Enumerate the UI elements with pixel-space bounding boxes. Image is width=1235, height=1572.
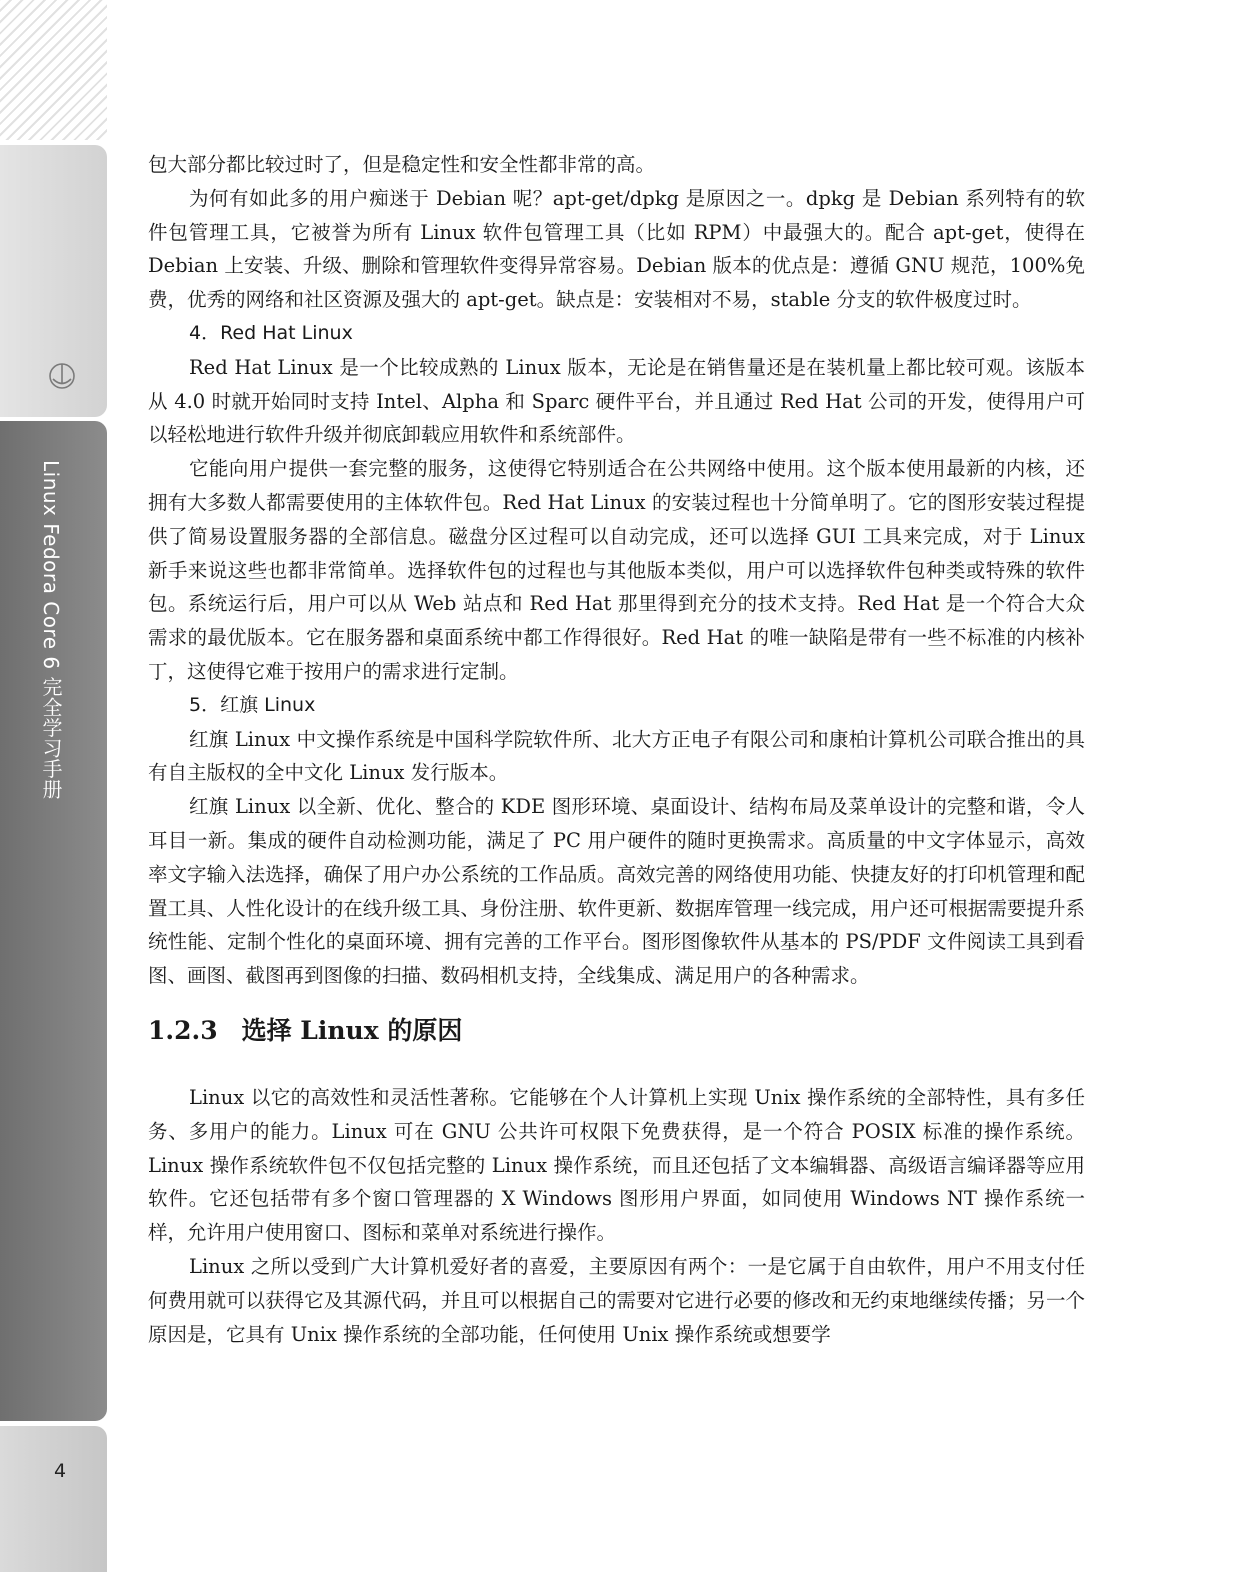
paragraph: Linux 以它的高效性和灵活性著称。它能够在个人计算机上实现 Unix 操作系统的全部特性，具有多任务、多用户的能力。Linux 可在 GNU 公共许可权限下免费获得，是一个符合 POSIX 标准的操作系统。Linux 操作系统软件包不仅包括完整的 Linux 操作系统，而且还包括了文本编辑器、高级语言编译器等应用软件。它还包括带有多个窗口管理器的 X Windows 图形用户界面，如同使用 Windows NT 操作系统一样，允许用户使用窗口、图标和菜单对系统进行操作。 [148, 1085, 1085, 1245]
subheading-redflag: 5．红旗 Linux [189, 693, 316, 716]
section-heading [148, 1009, 1085, 1053]
section-number: 1.2.3 [148, 1015, 218, 1045]
paragraph: 红旗 Linux 中文操作系统是中国科学院软件所、北大方正电子有限公司和康柏计算机公司联合推出的具有自主版权的全中文化 Linux 发行版本。 [148, 727, 1085, 785]
margin-hatch-pattern [0, 0, 107, 140]
subheading-redhat: 4．Red Hat Linux [189, 321, 353, 344]
section-title: 选择 Linux 的原因 [241, 1015, 463, 1045]
paragraph: Linux 之所以受到广大计算机爱好者的喜爱，主要原因有两个：一是它属于自由软件，用户不用支付任何费用就可以获得它及其源代码，并且可以根据自己的需要对它进行必要的修改和无约束地继续传播；另一个原因是，它具有 Unix 操作系统的全部功能，任何使用 Unix 操作系统或想要学 [148, 1254, 1085, 1346]
paragraph: 为何有如此多的用户痴迷于 Debian 呢？apt-get/dpkg 是原因之一。dpkg 是 Debian 系列特有的软件包管理工具，它被誉为所有 Linux 软件包管理工具（比如 RPM）中最强大的。配合 apt-get，使得在 Debian 上安装、升级、删除和管理软件变得异常容易。Debian 版本的优点是：遵循 GNU 规范，100%免费，优秀的网络和社区资源及强大的 apt-get。缺点是：安装相对不易，stable 分支的软件极度过时。 [148, 186, 1085, 312]
page-number: 4 [54, 1460, 67, 1482]
paragraph: Red Hat Linux 是一个比较成熟的 Linux 版本，无论是在销售量还是在装机量上都比较可观。该版本从 4.0 时就开始同时支持 Intel、Alpha 和 Sparc 硬件平台，并且通过 Red Hat 公司的开发，使得用户可以轻松地进行软件升级并彻底卸载应用软件和系统部件。 [148, 355, 1085, 447]
margin-tab-bottom [0, 1426, 107, 1572]
paragraph: 包大部分都比较过时了，但是稳定性和安全性都非常的高。 [148, 153, 656, 176]
globe-icon [48, 362, 76, 390]
paragraph: 它能向用户提供一套完整的服务，这使得它特别适合在公共网络中使用。这个版本使用最新的内核，还拥有大多数人都需要使用的主体软件包。Red Hat Linux 的安装过程也十分简单明了。它的图形安装过程提供了简易设置服务器的全部信息。磁盘分区过程可以自动完成，还可以选择 GUI 工具来完成，对于 Linux 新手来说这些也都非常简单。选择软件包的过程也与其他版本类似，用户可以选择软件包种类或特殊的软件包。系统运行后，用户可以从 Web 站点和 Red Hat 那里得到充分的技术支持。Red Hat 是一个符合大众需求的最优版本。它在服务器和桌面系统中都工作得很好。Red Hat 的唯一缺陷是带有一些不标准的内核补丁，这使得它难于按用户的需求进行定制。 [148, 457, 1085, 683]
paragraph: 红旗 Linux 以全新、优化、整合的 KDE 图形环境、桌面设计、结构布局及菜单设计的完整和谐，令人耳目一新。集成的硬件自动检测功能，满足了 PC 用户硬件的随时更换需求。高质量的中文字体显示，高效率文字输入法选择，确保了用户办公系统的工作品质。高效完善的网络使用功能、快捷友好的打印机管理和配置工具、人性化设计的在线升级工具、身份注册、软件更新、数据库管理一线完成，用户还可根据需要提升系统性能、定制个性化的桌面环境、拥有完善的工作平台。图形图像软件从基本的 PS/PDF 文件阅读工具到看图、画图、截图再到图像的扫描、数码相机支持，全线集成、满足用户的各种需求。 [148, 795, 1085, 988]
book-title: Linux Fedora Core 6 完全学习手册 [39, 460, 63, 800]
page-body [148, 148, 1085, 1351]
